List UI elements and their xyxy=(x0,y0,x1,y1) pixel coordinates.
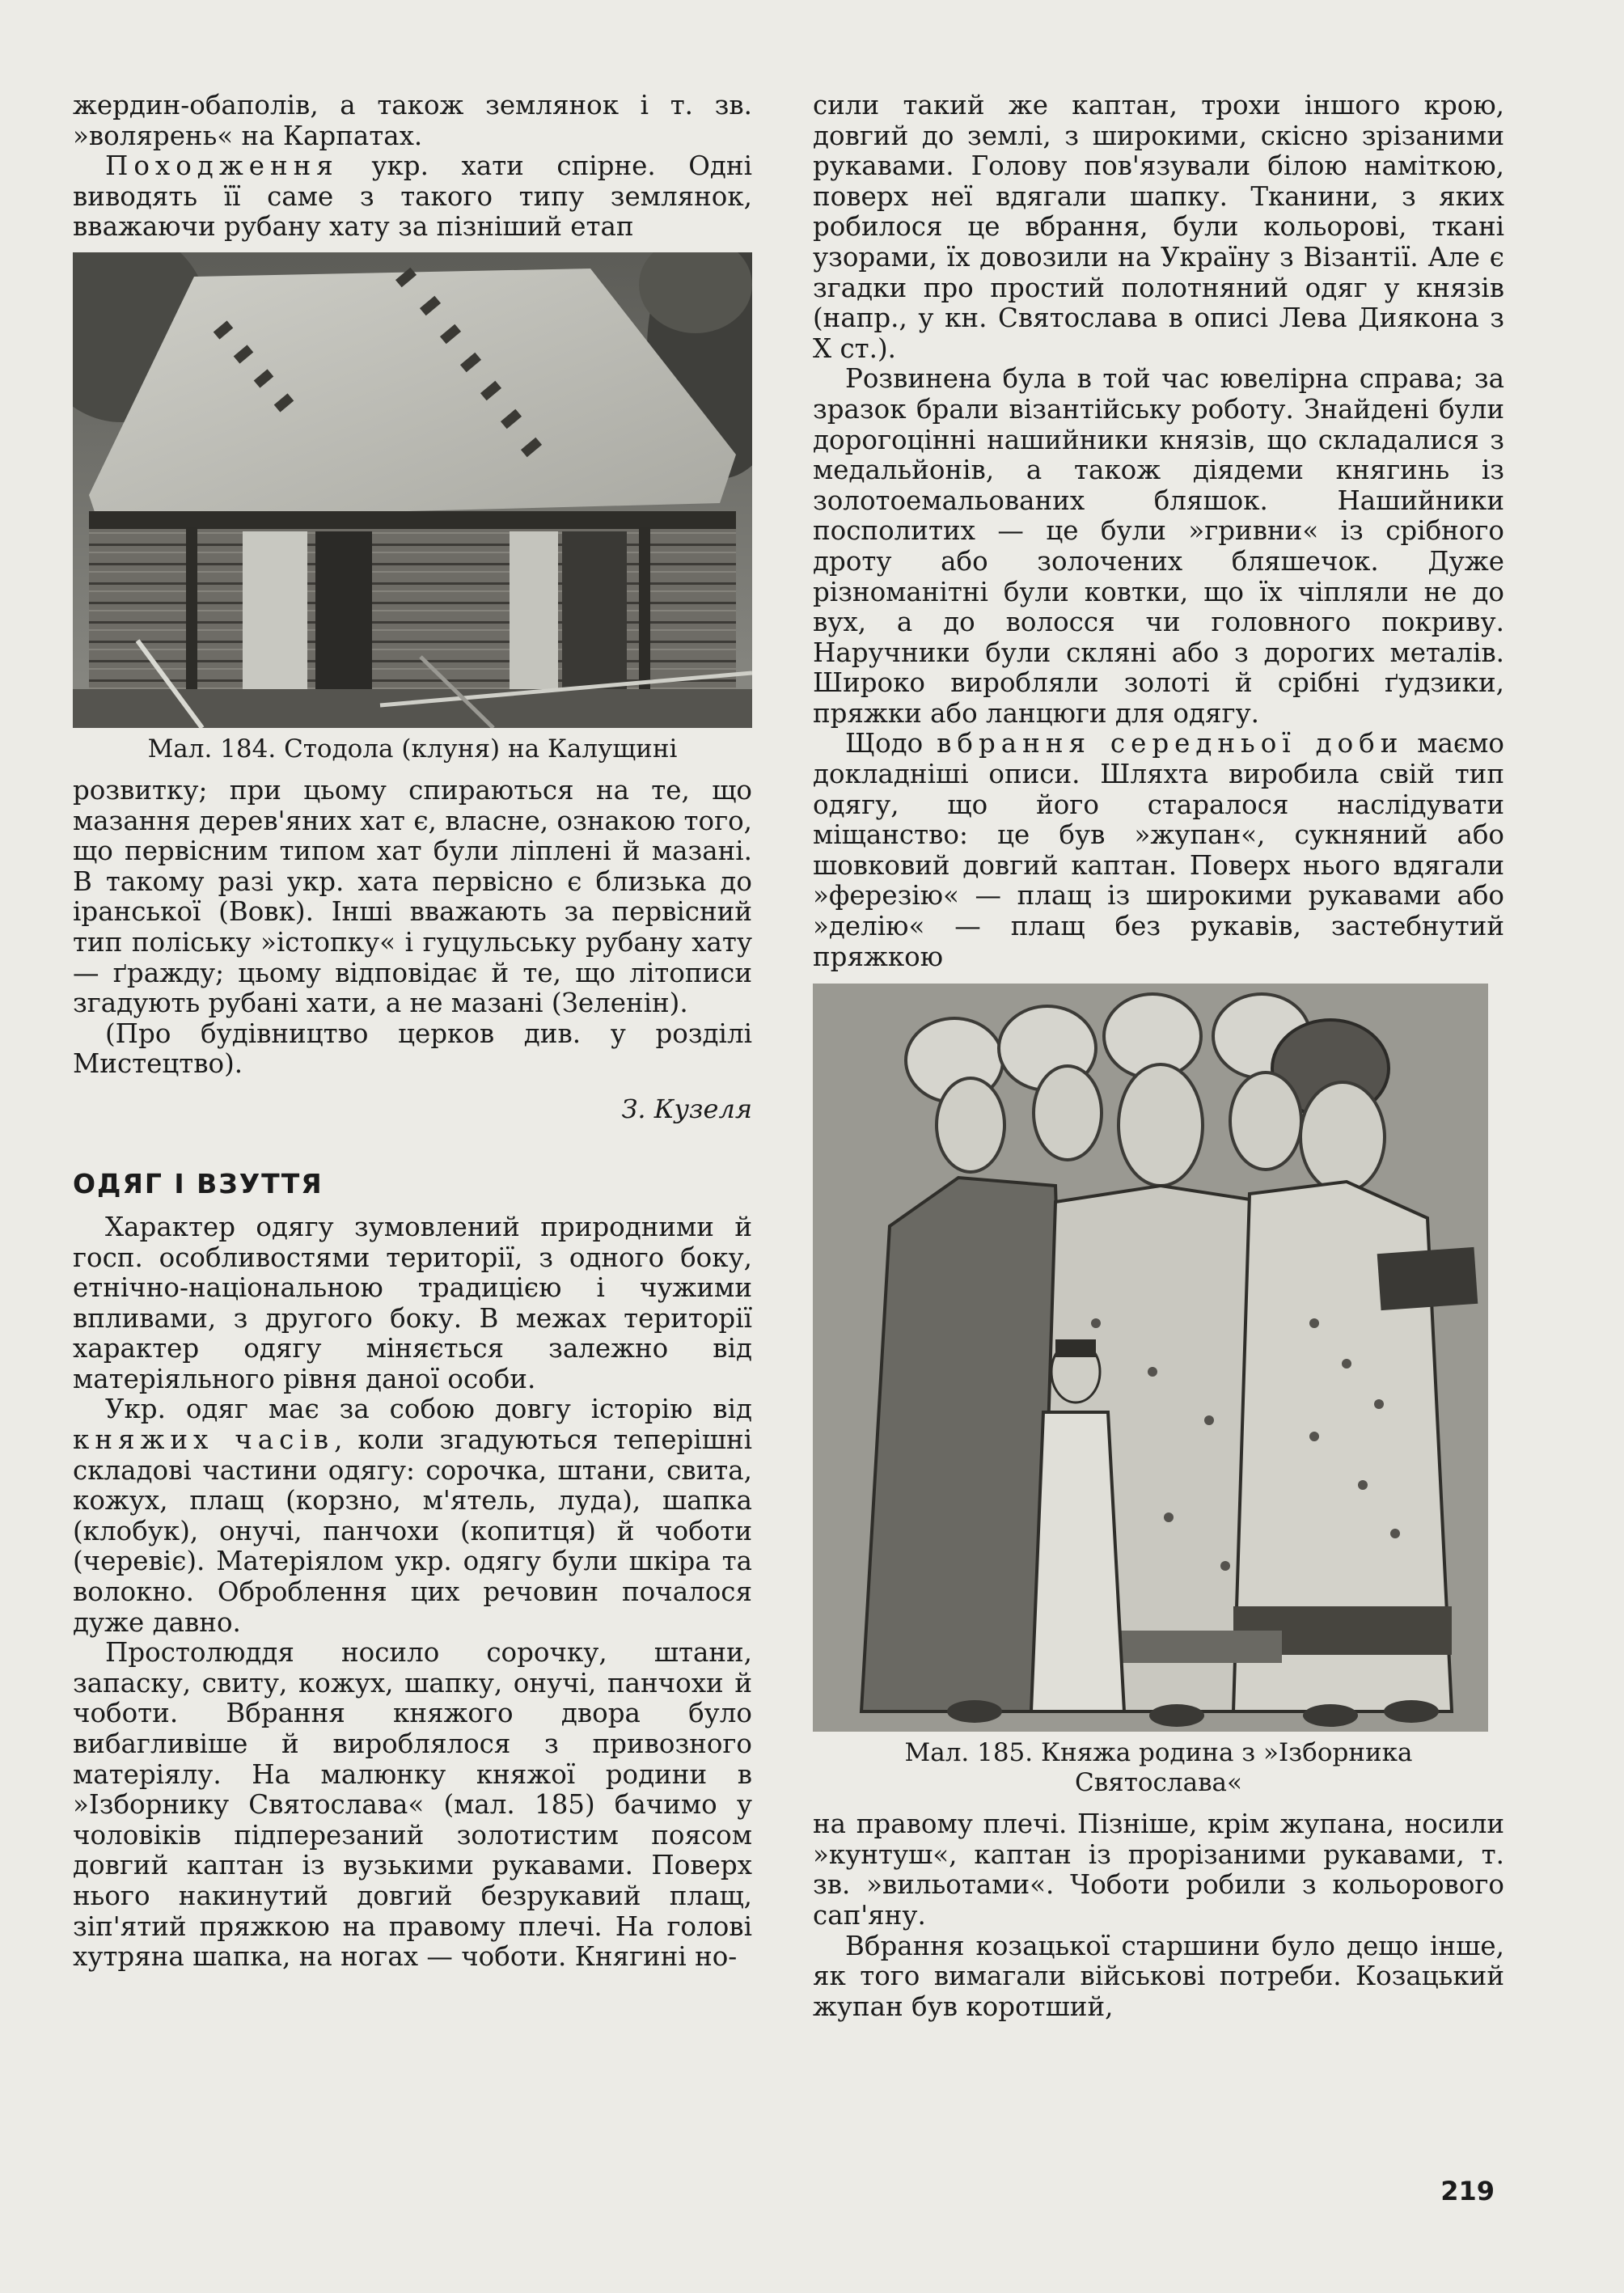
paragraph-commoners: Простолюддя носило сорочку, штани, запаску, свиту, кожух, шапку, онучі, панчохи й чоботи. Вбрання княжого двора було вибагливіше й вироблялося з привозного матеріялу. На малюнку княжої родини в »Ізборнику Святослава« (мал. 185) бачимо у чоловіків підперезаний золотистим поясом довгий каптан із вузькими рукавами. Поверх нього накинутий довгий безрукавий плащ, зіп'ятий пряжкою на правому плечі. На голові хутряна шапка, на ногах — чоботи. Княгині но- xyxy=(73,1637,752,1973)
paragraph-after-figure-185: на правому плечі. Пізніше, крім жупана, носили »кунтуш«, каптан із прорізаними рукавами, т. зв. »вильотами«. Чоботи робили з кольорового сап'яну. xyxy=(813,1809,1504,1931)
paragraph-origin xyxy=(73,151,752,243)
paragraph-top: жердин-обаполів, а також землянок і т. зв. »волярень« на Карпатах. xyxy=(73,90,752,151)
paragraph-middle-text-a: Щодо xyxy=(845,728,937,759)
page-number: 219 xyxy=(1440,2176,1495,2206)
paragraph-church-note: (Про будівництво церков див. у розділі Мистецтво). xyxy=(73,1017,752,1080)
paragraph-origin-text: укр. хати спірне. Одні виводять її саме з такого типу землянок, вважаючи рубану хату за пізніший етап xyxy=(73,150,752,243)
author-signature: З. Кузеля xyxy=(621,1093,752,1124)
princely-family-image xyxy=(813,984,1488,1732)
paragraph-middle-text-b: маємо докладніші описи. Шляхта виробила свій тип одягу, що його старалося наслідувати міщанство: це був »жупан«, сукняний або шовковий довгий каптан. Поверх нього вдягали »ферезію« — плащ із широкими рукавами або »делію« — плащ без рукавів, застебнутий пряжкою xyxy=(813,728,1504,972)
paragraph-after-figure-184: розвитку; при цьому спираються на те, що мазання дерев'яних хат є, власне, ознакою того, що первісним типом хат були ліплені й мазані. В такому разі укр. хата первісно є близька до іранської (Вовк). Інші вважають за первісний тип поліську »істопку« і гуцульську рубану хату — ґражду; цьому відповідає й те, що літописи згадують рубані хати, а не мазані (Зеленін). xyxy=(73,774,752,1019)
figure-184 xyxy=(73,252,752,764)
right-column xyxy=(813,91,1504,2022)
paragraph-jewelry: Розвинена була в той час ювелірна справа; за зразок брали візантійську роботу. Знайдені були дорогоцінні нашийники князів, що складалися з медальйонів, а також діядеми княгинь із золотоемальованих бляшок. Нашийники посполитих — це були »гривни« із срібного дроту або золочених бляшечок. Дуже різноманітні були ковтки, що їх чіпляли не до вух, а до волосся чи головного покриву. Наручники були скляні або з дорогих металів. Широко виробляли золоті й срібні ґудзики, пряжки або ланцюги для одягу. xyxy=(813,363,1504,729)
spaced-term-origin: Походження xyxy=(105,150,339,182)
paragraph-history-text-b: , коли згадуються теперішні складові частини одягу: сорочка, штани, свита, кожух, плащ (корзно, м'ятель, луда), шапка (клобук), онучі, панчохи (копитця) й чоботи (черевіє). Матеріялом укр. одягу були шкіра та волокно. Оброблення цих речовин почалося дуже давно. xyxy=(73,1424,753,1638)
barn-photo xyxy=(73,252,752,728)
paragraph-history-text-a: Укр. одяг має за собою довгу історію від xyxy=(105,1394,752,1425)
spaced-term-princely: княжих часів xyxy=(73,1424,335,1456)
paragraph-clothing-history xyxy=(73,1394,752,1638)
princely-family-illustration xyxy=(813,984,1488,1732)
left-column xyxy=(73,91,752,1973)
figure-185 xyxy=(813,984,1504,1798)
figure-184-caption: Мал. 184. Стодола (клуня) на Калущині xyxy=(147,734,678,764)
paragraph-continued: сили такий же каптан, трохи іншого крою, довгий до землі, з широкими, скісно зрізаними рукавами. Голову пов'язували білою наміткою, поверх неї вдягали шапку. Тканини, з яких робилося це вбрання, були кольорові, ткані узорами, їх довозили на Україну з Візантії. Але є згадки про простий полотняний одяг у князів (напр., у кн. Святослава в описі Лева Диякона з X ст.). xyxy=(813,90,1504,364)
paragraph-clothing-character: Характер одягу зумовлений природними й госп. особливостями території, з одного боку, етнічно-національною традицією і чужими впливами, з другого боку. В межах території характер одягу міняється залежно від матеріяльного рівня даної особи. xyxy=(73,1211,752,1394)
section-title: ОДЯГ І ВЗУТТЯ xyxy=(73,1167,324,1199)
figure-185-caption: Мал. 185. Княжа родина з »Ізборника Святослава« xyxy=(904,1738,1413,1798)
paragraph-cossack: Вбрання козацької старшини було дещо інше, як того вимагали військові потреби. Козацький жупан був коротший, xyxy=(813,1930,1504,2022)
spaced-term-middle-ages: вбрання середньої доби xyxy=(937,728,1404,759)
paragraph-middle-ages xyxy=(813,729,1504,972)
barn-photo-image xyxy=(73,252,752,728)
